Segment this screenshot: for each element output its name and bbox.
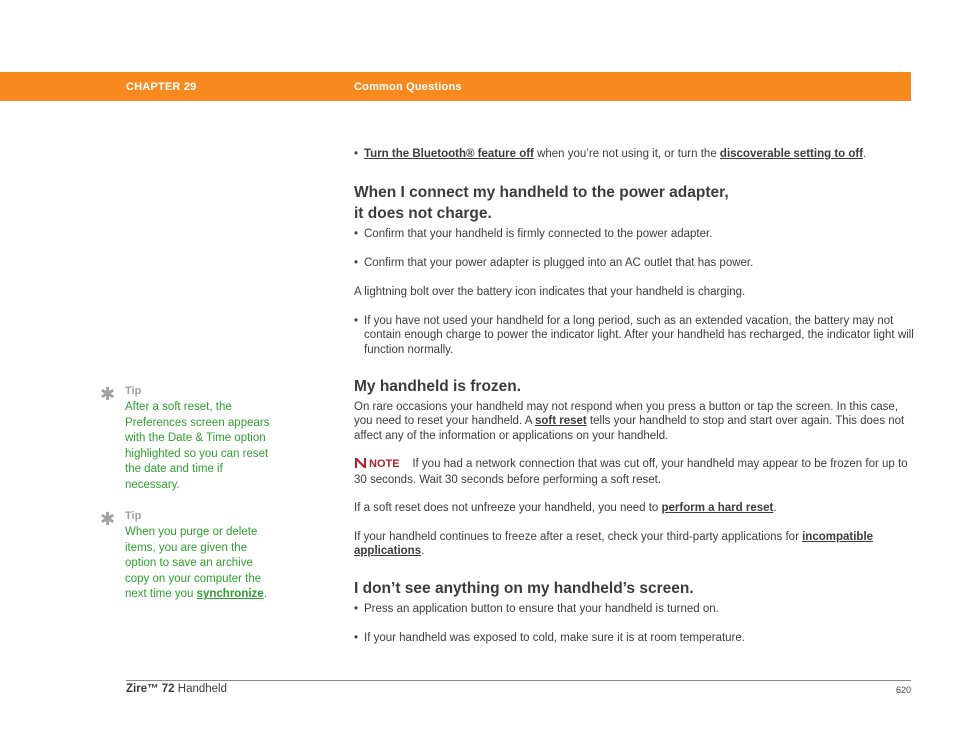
list-item: • Confirm that your handheld is firmly connected to the power adapter. bbox=[354, 228, 713, 240]
heading-line-2: it does not charge. bbox=[354, 205, 492, 222]
section-heading-blank-screen: I don’t see anything on my handheld’s screen. bbox=[354, 580, 694, 597]
section-heading-power-adapter bbox=[354, 182, 729, 224]
third-party-paragraph: If your handheld continues to freeze after a reset, check your third-party applications for incompatible applications. bbox=[354, 531, 874, 558]
list-item: • Press an application button to ensure that your handheld is turned on. bbox=[354, 603, 719, 615]
tip-label: Tip bbox=[125, 510, 142, 522]
list-item-text: Confirm that your handheld is firmly connected to the power adapter. bbox=[364, 228, 713, 240]
soft-reset-link[interactable]: soft reset bbox=[534, 415, 587, 428]
hard-reset-paragraph: If a soft reset does not unfreeze your handheld, you need to perform a hard reset. bbox=[354, 502, 777, 514]
tip-text: After a soft reset, the Preferences screen appears with the Date & Time option highlighted so you can reset the date and time if necessary. bbox=[125, 401, 270, 491]
note-text: If you had a network connection that was cut off, your handheld may appear to be frozen for up to 30 seconds. Wait 30 seconds before performing a soft reset. bbox=[354, 458, 908, 487]
tip-label: Tip bbox=[125, 385, 142, 397]
page-number: 620 bbox=[895, 685, 911, 695]
incompatible-apps-link[interactable]: incompatible applications bbox=[354, 531, 874, 558]
discoverable-off-link[interactable]: discoverable setting to off bbox=[719, 148, 864, 160]
footer-product bbox=[126, 683, 227, 695]
bluetooth-bullet-text: when you’re not using it, or turn the bbox=[533, 148, 720, 160]
product-name: Zire™ 72 bbox=[126, 683, 175, 695]
chapter-header-bar bbox=[0, 72, 911, 101]
footer-divider bbox=[126, 680, 911, 681]
list-item-text: If you have not used your handheld for a long period, such as an extended vacation, the battery may not contain enough charge to power the indicator light. After your handheld has recharged, the indicator light will function normally. bbox=[364, 315, 914, 356]
bullet-dot: • bbox=[354, 148, 359, 160]
list-item-text: Press an application button to ensure that your handheld is turned on. bbox=[364, 603, 719, 615]
heading-line-1: When I connect my handheld to the power adapter, bbox=[354, 184, 729, 201]
bluetooth-off-link[interactable]: Turn the Bluetooth® feature off bbox=[364, 148, 534, 160]
synchronize-link[interactable]: synchronize bbox=[196, 588, 264, 601]
tip-star-icon: ✱ bbox=[100, 384, 116, 404]
list-item: • Confirm that your power adapter is plugged into an AC outlet that has power. bbox=[354, 257, 754, 269]
chapter-number: CHAPTER 29 bbox=[126, 81, 197, 93]
bluetooth-bullet-end: . bbox=[863, 148, 867, 160]
note-paragraph bbox=[354, 457, 910, 488]
list-item: • If you have not used your handheld for a long period, such as an extended vacation, the battery may not contain enough charge to power the indicator light. After your handheld has recharged, the indicator light will function normally. bbox=[354, 315, 914, 356]
tip-star-icon: ✱ bbox=[100, 509, 116, 529]
chapter-title: Common Questions bbox=[354, 81, 462, 93]
bluetooth-bullet bbox=[354, 147, 920, 161]
product-suffix: Handheld bbox=[174, 683, 228, 695]
note-label: NOTE bbox=[369, 458, 400, 470]
frozen-paragraph: On rare occasions your handheld may not respond when you press a button or tap the screen. In this case, you need to reset your handheld. A soft reset tells your handheld to stop and start over again. This does not affect any of the information or applications on your handheld. bbox=[354, 401, 905, 442]
list-item-text: Confirm that your power adapter is plugged into an AC outlet that has power. bbox=[364, 257, 754, 269]
tip-text: When you purge or delete items, you are given the option to save an archive copy on your computer the next time you synchronize. bbox=[125, 526, 267, 601]
section-heading-frozen: My handheld is frozen. bbox=[354, 378, 522, 395]
charging-paragraph: A lightning bolt over the battery icon indicates that your handheld is charging. bbox=[354, 286, 746, 298]
hard-reset-link[interactable]: perform a hard reset bbox=[661, 502, 774, 514]
note-icon bbox=[354, 457, 367, 473]
list-item: • If your handheld was exposed to cold, make sure it is at room temperature. bbox=[354, 632, 745, 644]
list-item-text: If your handheld was exposed to cold, make sure it is at room temperature. bbox=[364, 632, 745, 644]
